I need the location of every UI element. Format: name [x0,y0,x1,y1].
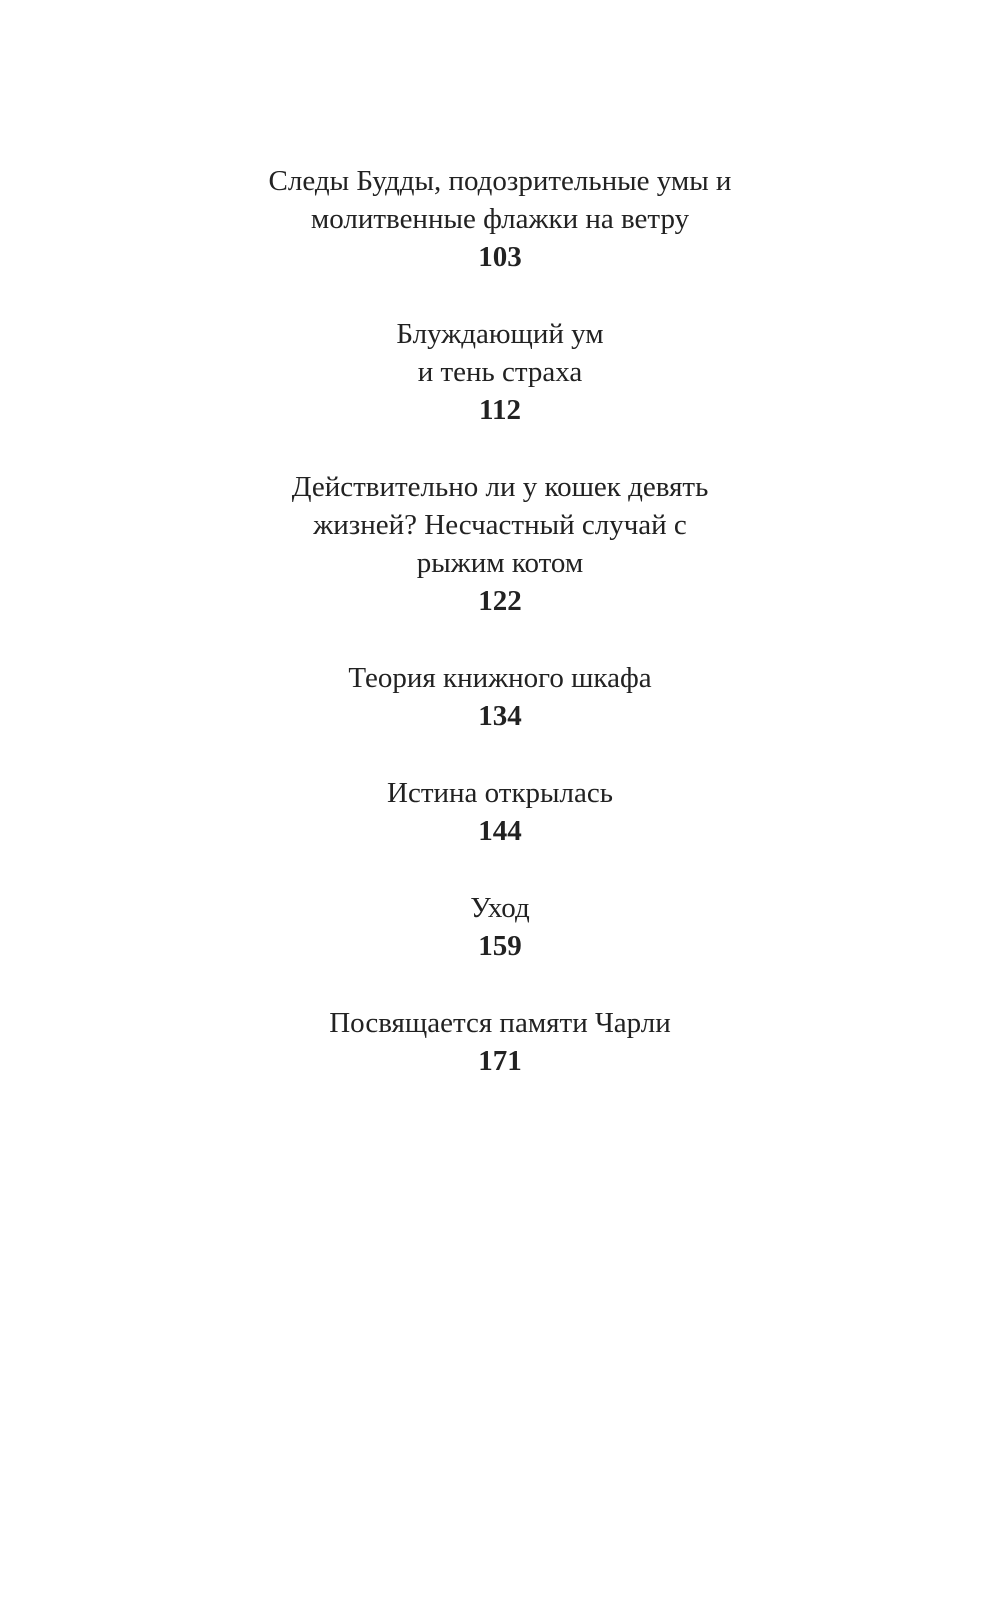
toc-entry [0,1004,1000,1080]
toc-entry-title-line: рыжим котом [416,547,584,579]
toc-entry-title [0,659,1000,697]
toc-entry-title [0,1004,1000,1042]
toc-entry-title-line: и тень страха [417,356,583,388]
toc-entry-title-line: Теория книжного шкафа [348,662,652,694]
toc-entry-title [0,162,1000,238]
toc-entry-page-number: 159 [478,930,522,962]
toc-entry-page-number: 134 [478,700,522,732]
toc-entry-title-line: Следы Будды, подозрительные умы и [268,165,732,197]
toc-entry-title [0,315,1000,391]
toc-entry-title-line: Действительно ли у кошек девять [291,471,709,503]
toc-entry-title-line: молитвенные флажки на ветру [310,203,690,235]
toc-entry-title-line: жизней? Несчастный случай с [313,509,687,541]
toc-entry-page-number: 122 [478,585,522,617]
toc-entry-title-line: Посвящается памяти Чарли [329,1007,671,1039]
toc-entry-title [0,774,1000,812]
toc-entry [0,162,1000,276]
toc-entry-page-number: 103 [478,241,522,273]
toc-entry-title [0,889,1000,927]
toc-entry-page-number: 112 [479,394,521,426]
toc-entry-title-line: Уход [470,892,530,924]
toc-entry [0,659,1000,735]
table-of-contents [0,162,1000,1119]
toc-entry-title-line: Блуждающий ум [396,318,604,350]
toc-entry [0,315,1000,429]
toc-entry [0,889,1000,965]
toc-entry [0,468,1000,620]
toc-entry-title-line: Истина открылась [387,777,613,809]
toc-entry [0,774,1000,850]
toc-entry-page-number: 144 [478,815,522,847]
toc-entry-title [0,468,1000,582]
toc-entry-page-number: 171 [478,1045,522,1077]
